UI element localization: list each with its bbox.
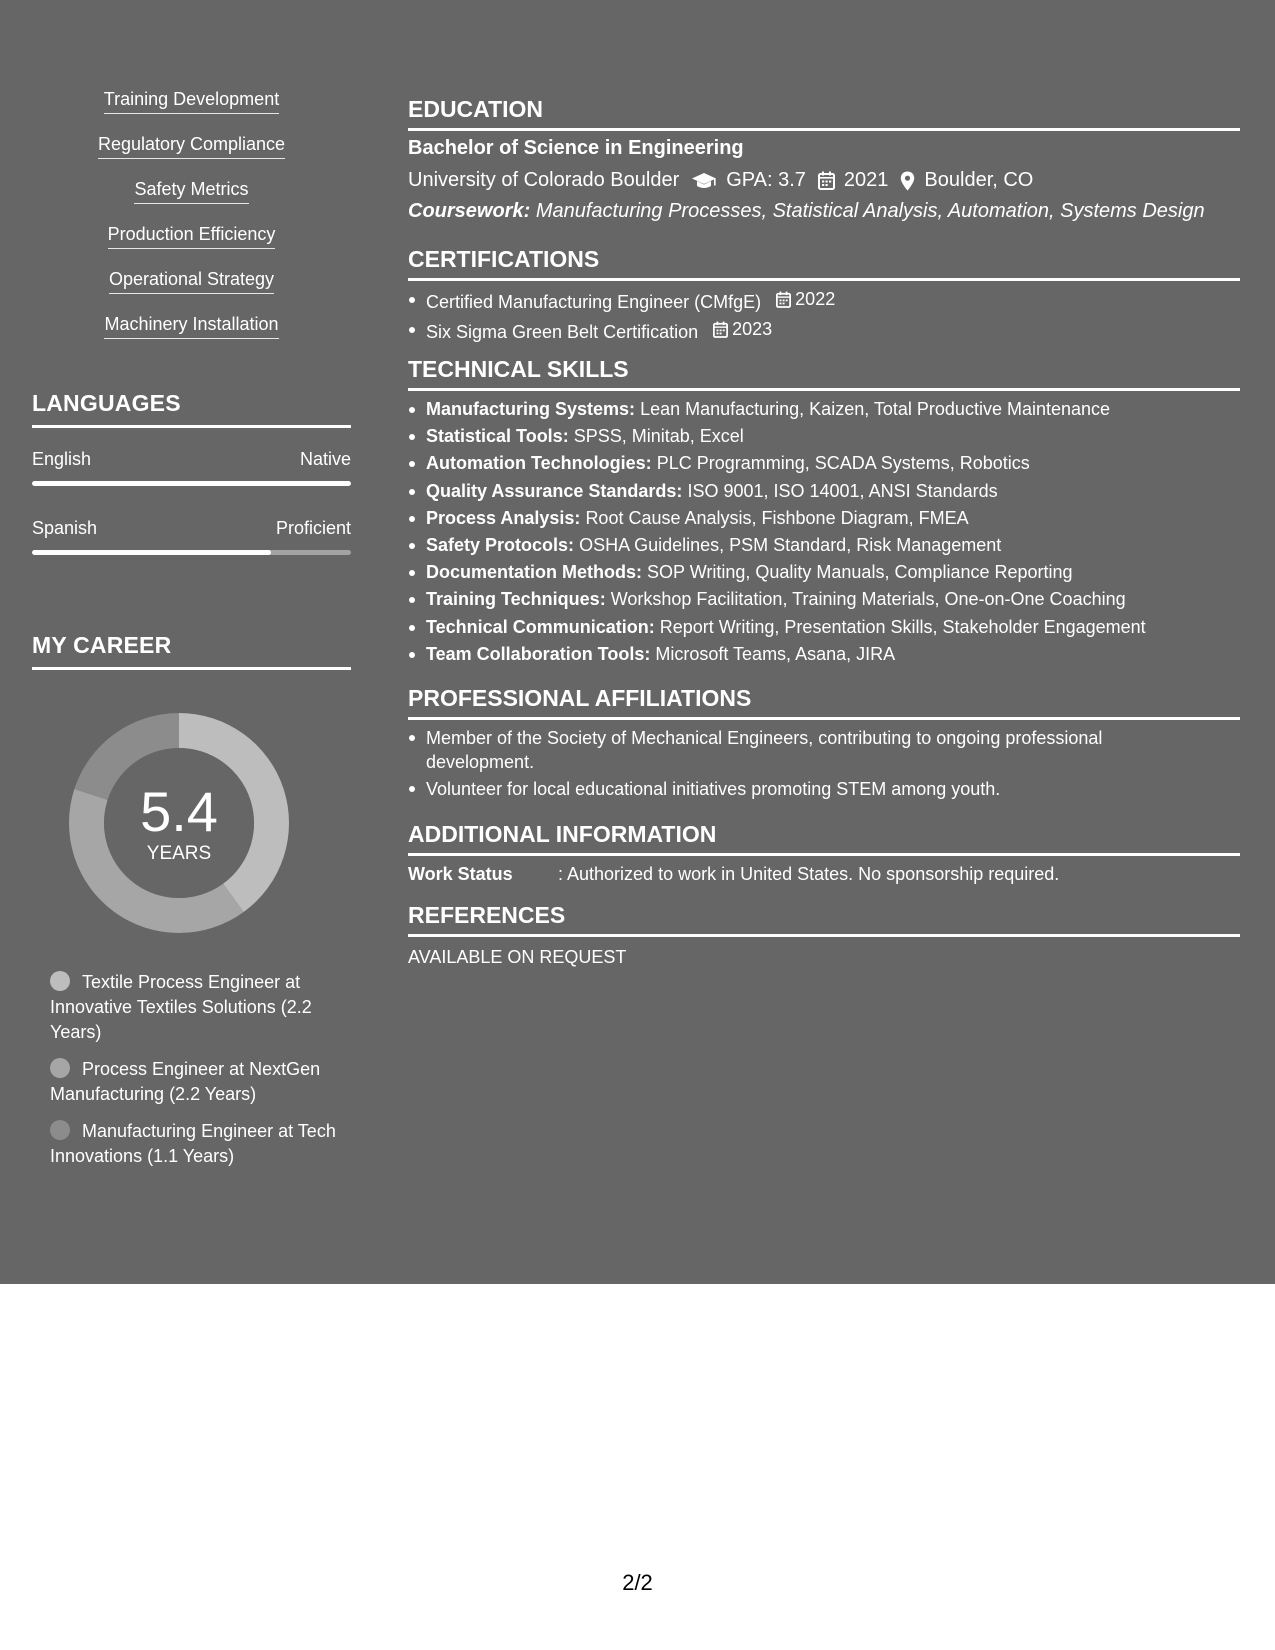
- graduation-year: 2021: [843, 169, 889, 191]
- references-heading: REFERENCES: [408, 902, 1240, 937]
- career-item: [50, 970, 340, 1045]
- language-row: [32, 449, 351, 470]
- skill-tag: [32, 268, 351, 313]
- technical-skill-item: [426, 559, 1240, 586]
- certifications-list: [426, 286, 1240, 347]
- coursework-label: Coursework:: [408, 200, 531, 222]
- affiliation-item: Volunteer for local educational initiatives promoting STEM among youth.: [426, 777, 1166, 801]
- career-item-label: Process Engineer at NextGen Manufacturing (2.2 Years): [50, 1059, 321, 1104]
- calendar-icon: [713, 321, 728, 338]
- certification-date: [713, 316, 772, 343]
- skill-values: Workshop Facilitation, Training Materials, One-on-One Coaching: [610, 589, 1126, 610]
- technical-skill-item: [426, 641, 1240, 668]
- skill-tag: [32, 223, 351, 268]
- work-status: [408, 864, 1059, 885]
- skill-category: Quality Assurance Standards:: [426, 480, 683, 501]
- coursework: [408, 200, 1205, 223]
- technical-skill-item: [426, 423, 1240, 450]
- page-number: 2/2: [622, 1570, 653, 1595]
- skill-values: Root Cause Analysis, Fishbone Diagram, FMEA: [585, 507, 969, 528]
- skill-values: OSHA Guidelines, PSM Standard, Risk Management: [579, 535, 1002, 556]
- certification-year: 2022: [795, 289, 836, 309]
- career-item: [50, 1119, 340, 1169]
- skill-category: Manufacturing Systems:: [426, 399, 636, 419]
- skill-values: Report Writing, Presentation Skills, Stakeholder Engagement: [659, 616, 1146, 637]
- map-pin-icon: [900, 171, 915, 191]
- skill-values: Microsoft Teams, Asana, JIRA: [655, 643, 896, 664]
- education-heading: EDUCATION: [408, 96, 1240, 131]
- skill-values: ISO 9001, ISO 14001, ANSI Standards: [687, 480, 998, 501]
- skill-category: Automation Technologies:: [426, 453, 652, 474]
- language-bar: [32, 550, 351, 555]
- affiliations-list: [426, 726, 1166, 804]
- calendar-icon: [776, 291, 791, 308]
- skill-values: Lean Manufacturing, Kaizen, Total Productive Maintenance: [640, 399, 1111, 419]
- certification-item: [426, 316, 1240, 346]
- skill-category: Process Analysis:: [426, 507, 581, 528]
- calendar-icon: [818, 171, 835, 190]
- certification-item: [426, 286, 1240, 316]
- language-bar-fill: [32, 550, 271, 555]
- references-text: AVAILABLE ON REQUEST: [408, 947, 627, 967]
- legend-dot: [50, 971, 70, 991]
- certification-year: 2023: [732, 319, 773, 340]
- technical-skill-item: [426, 614, 1240, 641]
- career-legend: [50, 970, 340, 1181]
- education-details: [408, 169, 1033, 192]
- technical-skills-heading: TECHNICAL SKILLS: [408, 356, 1240, 391]
- language-bar-fill: [32, 481, 351, 486]
- additional-info-heading: ADDITIONAL INFORMATION: [408, 821, 1240, 856]
- skill-tag: [32, 88, 351, 133]
- skill-tag: [32, 313, 351, 358]
- language-bar: [32, 481, 351, 486]
- skill-category: Training Techniques:: [426, 589, 606, 610]
- career-total-unit: YEARS: [146, 843, 212, 864]
- legend-dot: [50, 1120, 70, 1140]
- skill-category: Documentation Methods:: [426, 562, 642, 583]
- school-name: University of Colorado Boulder: [408, 169, 680, 191]
- skills-list: [32, 88, 351, 358]
- career-heading: MY CAREER: [32, 632, 351, 670]
- work-status-value: : Authorized to work in United States. No sponsorship required.: [558, 864, 1060, 884]
- skill-category: Team Collaboration Tools:: [426, 643, 651, 664]
- skill-label: Regulatory Compliance: [98, 133, 285, 159]
- skill-label: Training Development: [104, 88, 279, 114]
- skill-label: Production Efficiency: [108, 223, 276, 249]
- skill-label: Safety Metrics: [134, 178, 248, 204]
- technical-skill-item: [426, 586, 1240, 613]
- skill-values: SPSS, Minitab, Excel: [573, 426, 744, 447]
- language-row: [32, 518, 351, 539]
- career-item-label: Textile Process Engineer at Innovative Textiles Solutions (2.2 Years): [50, 972, 312, 1042]
- technical-skill-item: [426, 505, 1240, 532]
- affiliation-item: Member of the Society of Mechanical Engineers, contributing to ongoing professional development.: [426, 726, 1166, 774]
- skill-values: SOP Writing, Quality Manuals, Compliance Reporting: [647, 562, 1073, 583]
- certification-name: Certified Manufacturing Engineer (CMfgE): [426, 292, 762, 313]
- coursework-value: Manufacturing Processes, Statistical Analysis, Automation, Systems Design: [535, 200, 1205, 222]
- skill-category: Safety Protocols:: [426, 535, 575, 556]
- skill-tag: [32, 133, 351, 178]
- certification-date: [776, 286, 835, 313]
- language-name: English: [32, 449, 92, 469]
- skill-category: Technical Communication:: [426, 616, 655, 637]
- career-item: [50, 1057, 340, 1107]
- career-total-value: 5.4: [140, 780, 218, 843]
- language-level: Proficient: [275, 518, 351, 538]
- technical-skills-list: [426, 396, 1240, 668]
- technical-skill-item: [426, 396, 1240, 423]
- skill-tag: [32, 178, 351, 223]
- certification-name: Six Sigma Green Belt Certification: [426, 322, 699, 343]
- technical-skill-item: [426, 478, 1240, 505]
- language-level: Native: [299, 449, 351, 469]
- graduation-cap-icon: [691, 172, 717, 190]
- language-name: Spanish: [32, 518, 98, 538]
- affiliations-heading: PROFESSIONAL AFFILIATIONS: [408, 685, 1240, 720]
- languages-heading: LANGUAGES: [32, 390, 351, 428]
- skill-values: PLC Programming, SCADA Systems, Robotics: [656, 453, 1030, 474]
- legend-dot: [50, 1058, 70, 1078]
- degree-title: Bachelor of Science in Engineering: [408, 137, 744, 159]
- technical-skill-item: [426, 450, 1240, 477]
- skill-category: Statistical Tools:: [426, 426, 569, 447]
- career-item-label: Manufacturing Engineer at Tech Innovations (1.1 Years): [50, 1121, 336, 1166]
- technical-skill-item: [426, 532, 1240, 559]
- skill-label: Machinery Installation: [104, 313, 278, 339]
- school-location: Boulder, CO: [924, 169, 1034, 191]
- skill-label: Operational Strategy: [109, 268, 274, 294]
- certifications-heading: CERTIFICATIONS: [408, 246, 1240, 281]
- gpa: GPA: 3.7: [726, 169, 806, 191]
- work-status-label: Work Status: [408, 864, 513, 884]
